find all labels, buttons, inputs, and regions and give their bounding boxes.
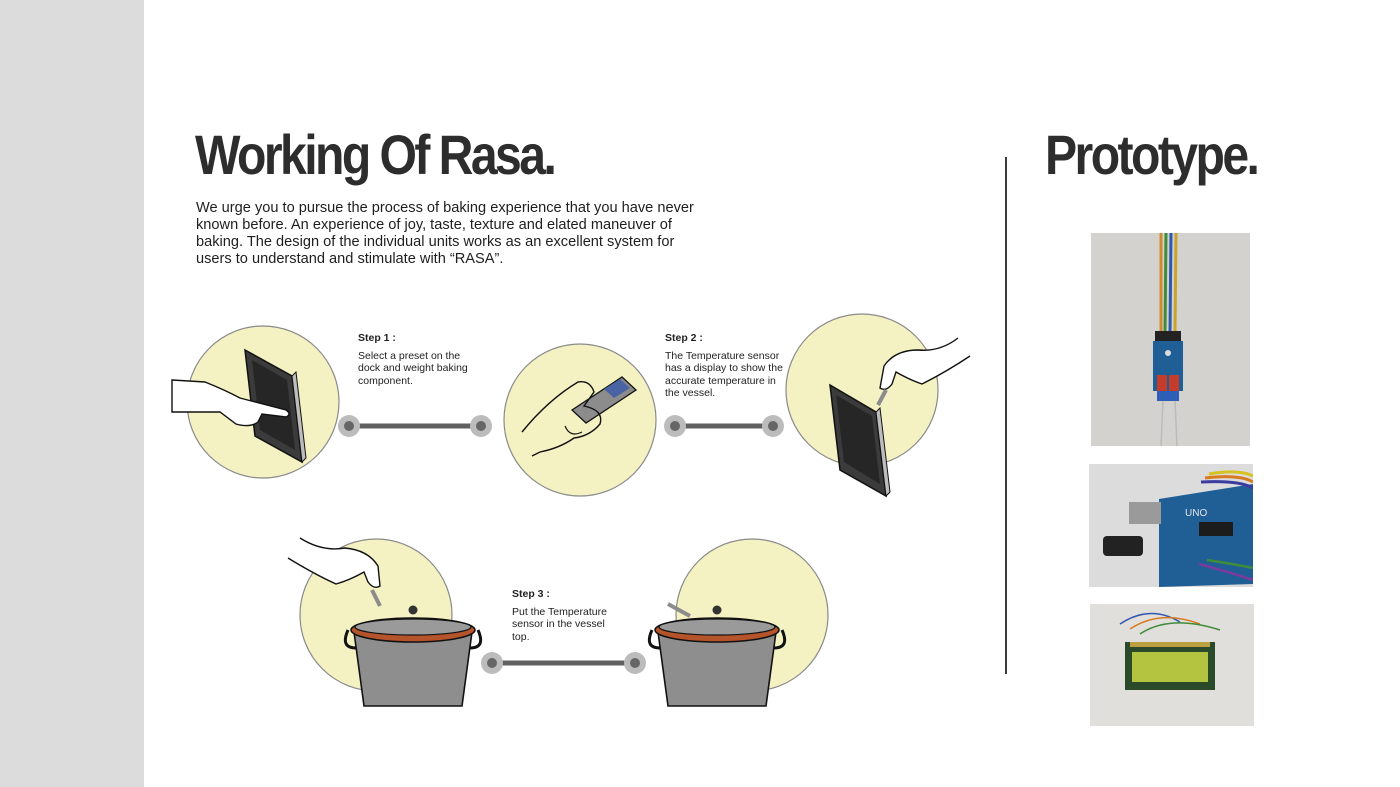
step-1-title: Step 1 : — [358, 332, 396, 344]
step-2 — [665, 332, 783, 400]
step-3-title: Step 3 : — [512, 588, 550, 600]
sensor-module-photo — [1091, 233, 1250, 446]
step-2-text: The Temperature sensor has a display to show the accurate temperature in the vessel. — [665, 349, 783, 399]
lcd-display-photo — [1090, 604, 1254, 726]
dock-sensor-illustration — [786, 314, 970, 496]
step1-connector — [338, 415, 492, 437]
step-1-text: Select a preset on the dock and weight baking component. — [358, 349, 468, 387]
intro-paragraph: We urge you to pursue the process of baking experience that you have never known before. An experience of joy, taste, texture and elated maneuver of baking. The design of the individual units works as an excellent system for users to understand and stimulate with “RASA”. — [196, 200, 694, 267]
step2-connector — [664, 415, 784, 437]
section-divider — [1005, 157, 1007, 674]
pot-hand-illustration — [288, 538, 481, 706]
step3-connector — [481, 652, 646, 674]
dock-touch-illustration — [172, 326, 339, 478]
hand-sensor-illustration — [504, 344, 656, 496]
step-1 — [358, 332, 476, 387]
prototype-title: Prototype. — [1045, 123, 1258, 186]
step-2-title: Step 2 : — [665, 332, 703, 344]
pot-sensor-illustration — [649, 539, 828, 706]
page-title: Working Of Rasa. — [195, 123, 555, 186]
step-3-text: Put the Temperature sensor in the vessel top. — [512, 605, 607, 643]
arduino-photo — [1089, 464, 1253, 587]
arduino-uno-label: UNO — [1185, 508, 1208, 519]
step-3 — [512, 588, 617, 643]
